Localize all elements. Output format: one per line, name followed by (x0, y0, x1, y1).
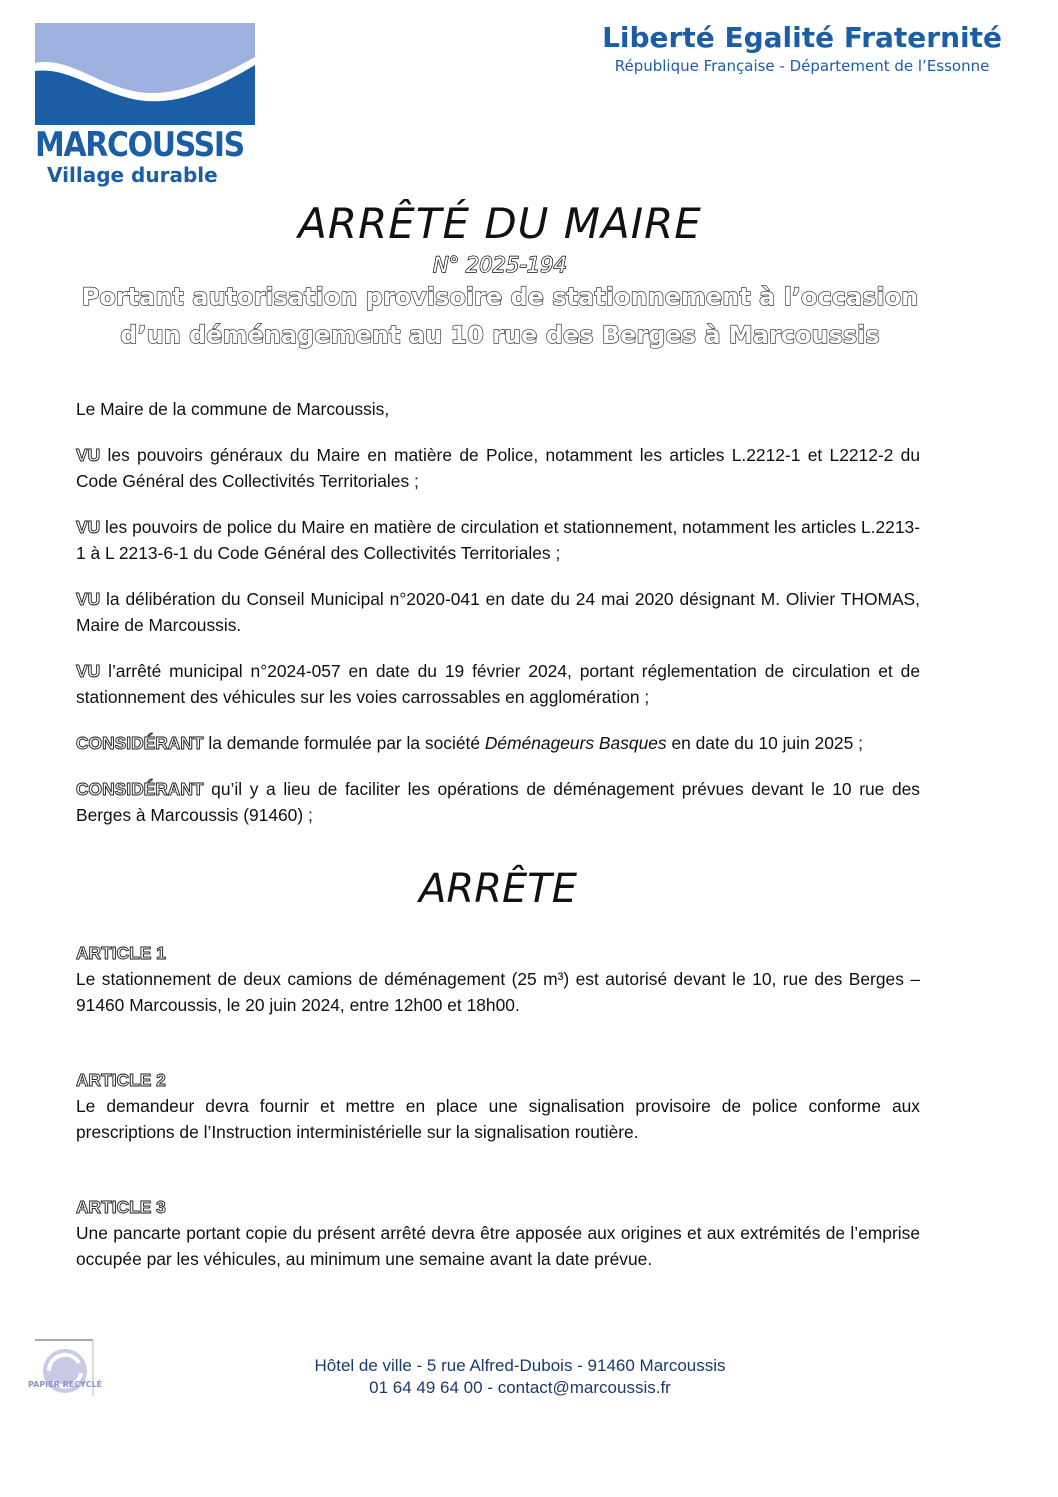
clause-text: les pouvoirs de police du Maire en matière de circulation et stationnement, notamment les articles L.2213-1 à L 2213-6-1 du Code Général des Collectivités Territoriales ; (76, 517, 920, 563)
clause-text: qu’il y a lieu de faciliter les opérations de déménagement prévues devant le 10 rue des Berges à Marcoussis (91460) ; (76, 779, 920, 825)
clause-text-after: en date du 10 juin 2025 ; (666, 733, 863, 753)
document-subtitle-line2: d’un déménagement au 10 rue des Berges à Marcoussis (120, 321, 880, 349)
marcoussis-wave-icon (35, 23, 255, 125)
company-name: Déménageurs Basques (484, 733, 667, 753)
article-2 (76, 1067, 920, 1145)
clause-vu-3 (76, 586, 920, 638)
clause-vu-1 (76, 442, 920, 494)
document-number: N° 2025-194 (433, 253, 567, 277)
clause-vu-2 (76, 514, 920, 566)
article-heading: ARTICLE 3 (76, 1197, 166, 1217)
article-text: Une pancarte portant copie du présent arrêté devra être apposée aux origines et aux extrémités de l’emprise occupée par les véhicules, au minimum une semaine avant la date prévue. (76, 1223, 920, 1269)
clause-text: la délibération du Conseil Municipal n°2020-041 en date du 24 mai 2020 désignant M. Olivier THOMAS, Maire de Marcoussis. (76, 589, 920, 635)
clause-considerant-2 (76, 776, 920, 828)
logo-tagline: Village durable (47, 163, 218, 187)
clause-text: l’arrêté municipal n°2024-057 en date du 19 février 2024, portant réglementation de circulation et de stationnement des véhicules sur les voies carrossables en agglomération ; (76, 661, 920, 707)
clause-vu-4 (76, 658, 920, 710)
footer (0, 1355, 1040, 1399)
decision-heading: ARRÊTE (419, 866, 577, 912)
clause-keyword: CONSIDÉRANT (76, 779, 204, 799)
articles (76, 940, 920, 1321)
document-title: ARRÊTÉ DU MAIRE (298, 199, 702, 248)
footer-address: Hôtel de ville - 5 rue Alfred-Dubois - 91460 Marcoussis (314, 1356, 726, 1375)
motto-main: Liberté Egalité Fraternité (602, 21, 1002, 54)
clause-keyword: VU (76, 661, 101, 681)
recycle-label: PAPIER RECYCLÉ (27, 1380, 103, 1389)
clause-keyword: VU (76, 589, 101, 609)
republic-motto (602, 20, 1002, 76)
footer-contact: 01 64 49 64 00 - contact@marcoussis.fr (369, 1378, 671, 1397)
document-subtitle-line1: Portant autorisation provisoire de stationnement à l’occasion (81, 283, 919, 311)
article-3 (76, 1194, 920, 1272)
article-heading: ARTICLE 1 (76, 943, 166, 963)
logo-name: MARCOUSSIS (35, 125, 244, 165)
article-heading: ARTICLE 2 (76, 1070, 166, 1090)
clause-keyword: VU (76, 517, 101, 537)
marcoussis-logo (35, 23, 255, 187)
clause-considerant-1 (76, 730, 920, 756)
motto-sub: République Française - Département de l’Essonne (614, 57, 990, 75)
title-block (0, 196, 1000, 354)
article-text: Le stationnement de deux camions de déménagement (25 m³) est autorisé devant le 10, rue des Berges – 91460 Marcoussis, le 20 juin 2024, entre 12h00 et 18h00. (76, 969, 920, 1015)
article-1 (76, 940, 920, 1018)
clause-keyword: VU (76, 445, 101, 465)
preamble (76, 396, 920, 848)
preamble-intro: Le Maire de la commune de Marcoussis, (76, 399, 390, 419)
clause-text: les pouvoirs généraux du Maire en matière de Police, notamment les articles L.2212-1 et L2212-2 du Code Général des Collectivités Territoriales ; (76, 445, 920, 491)
article-text: Le demandeur devra fournir et mettre en place une signalisation provisoire de police conforme aux prescriptions de l’Instruction interministérielle sur la signalisation routière. (76, 1096, 920, 1142)
clause-text: la demande formulée par la société (203, 733, 485, 753)
clause-keyword: CONSIDÉRANT (76, 733, 204, 753)
